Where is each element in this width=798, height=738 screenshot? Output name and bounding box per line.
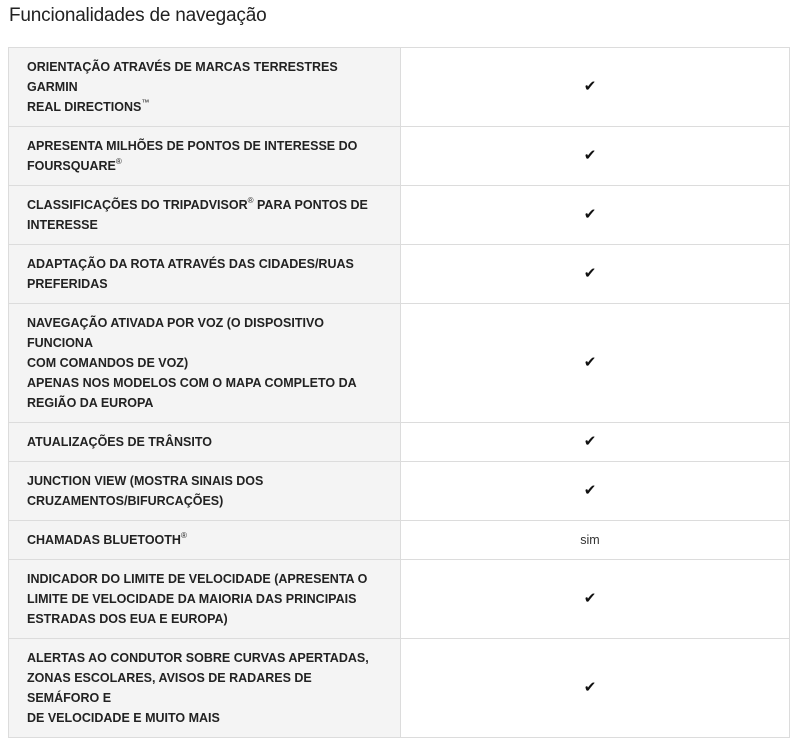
value-cell	[401, 304, 790, 423]
features-table	[8, 47, 790, 738]
table-row	[9, 304, 790, 423]
feature-cell	[9, 521, 401, 560]
check-icon: ✔	[583, 146, 597, 164]
value-cell	[401, 639, 790, 738]
feature-cell	[9, 462, 401, 521]
table-row	[9, 245, 790, 304]
check-icon: ✔	[583, 205, 597, 223]
check-icon: ✔	[583, 77, 597, 95]
table-row	[9, 521, 790, 560]
value-cell	[401, 423, 790, 462]
check-icon: ✔	[583, 353, 597, 371]
value-text: sim	[580, 533, 600, 547]
registered-mark: ®	[180, 531, 187, 540]
table-row	[9, 639, 790, 738]
feature-label: ORIENTAÇÃO ATRAVÉS DE MARCAS TERRESTRES GARMIN REAL DIRECTIONS™	[27, 60, 338, 114]
check-icon: ✔	[583, 589, 597, 607]
feature-cell	[9, 48, 401, 127]
feature-cell	[9, 639, 401, 738]
trademark-mark: ™	[141, 98, 150, 107]
check-icon: ✔	[583, 678, 597, 696]
table-row	[9, 462, 790, 521]
table-row	[9, 48, 790, 127]
check-icon: ✔	[583, 432, 597, 450]
table-row	[9, 127, 790, 186]
value-cell	[401, 560, 790, 639]
feature-label: CLASSIFICAÇÕES DO TRIPADVISOR® PARA PONTOS DE INTERESSE	[27, 196, 368, 232]
value-cell	[401, 127, 790, 186]
feature-label: JUNCTION VIEW (MOSTRA SINAIS DOS CRUZAMENTOS/BIFURCAÇÕES)	[27, 474, 264, 508]
value-cell	[401, 521, 790, 560]
table-row	[9, 186, 790, 245]
feature-label: APRESENTA MILHÕES DE PONTOS DE INTERESSE DO FOURSQUARE®	[27, 139, 358, 173]
check-icon: ✔	[583, 264, 597, 282]
feature-cell	[9, 423, 401, 462]
feature-label: NAVEGAÇÃO ATIVADA POR VOZ (O DISPOSITIVO FUNCIONA COM COMANDOS DE VOZ) APENAS NOS MODELOS COM O MAPA COMPLETO DA REGIÃO DA EUROPA	[27, 316, 357, 410]
table-row	[9, 423, 790, 462]
table-row	[9, 560, 790, 639]
feature-cell	[9, 304, 401, 423]
registered-mark: ®	[115, 157, 122, 166]
feature-label: CHAMADAS BLUETOOTH®	[27, 531, 187, 547]
value-cell	[401, 186, 790, 245]
feature-label: ADAPTAÇÃO DA ROTA ATRAVÉS DAS CIDADES/RUAS PREFERIDAS	[27, 257, 354, 291]
feature-label: ALERTAS AO CONDUTOR SOBRE CURVAS APERTADAS, ZONAS ESCOLARES, AVISOS DE RADARES DE SEMÁFORO E DE VELOCIDADE E MUITO MAIS	[27, 651, 369, 725]
feature-cell	[9, 127, 401, 186]
check-icon: ✔	[583, 481, 597, 499]
feature-cell	[9, 186, 401, 245]
registered-mark: ®	[247, 196, 254, 205]
feature-cell	[9, 245, 401, 304]
section-title: Funcionalidades de navegação	[9, 5, 267, 26]
value-cell	[401, 245, 790, 304]
value-cell	[401, 462, 790, 521]
value-cell	[401, 48, 790, 127]
feature-label: INDICADOR DO LIMITE DE VELOCIDADE (APRESENTA O LIMITE DE VELOCIDADE DA MAIORIA DAS PRINCIPAIS ESTRADAS DOS EUA E EUROPA)	[27, 572, 368, 626]
feature-cell	[9, 560, 401, 639]
feature-label: ATUALIZAÇÕES DE TRÂNSITO	[27, 435, 212, 449]
